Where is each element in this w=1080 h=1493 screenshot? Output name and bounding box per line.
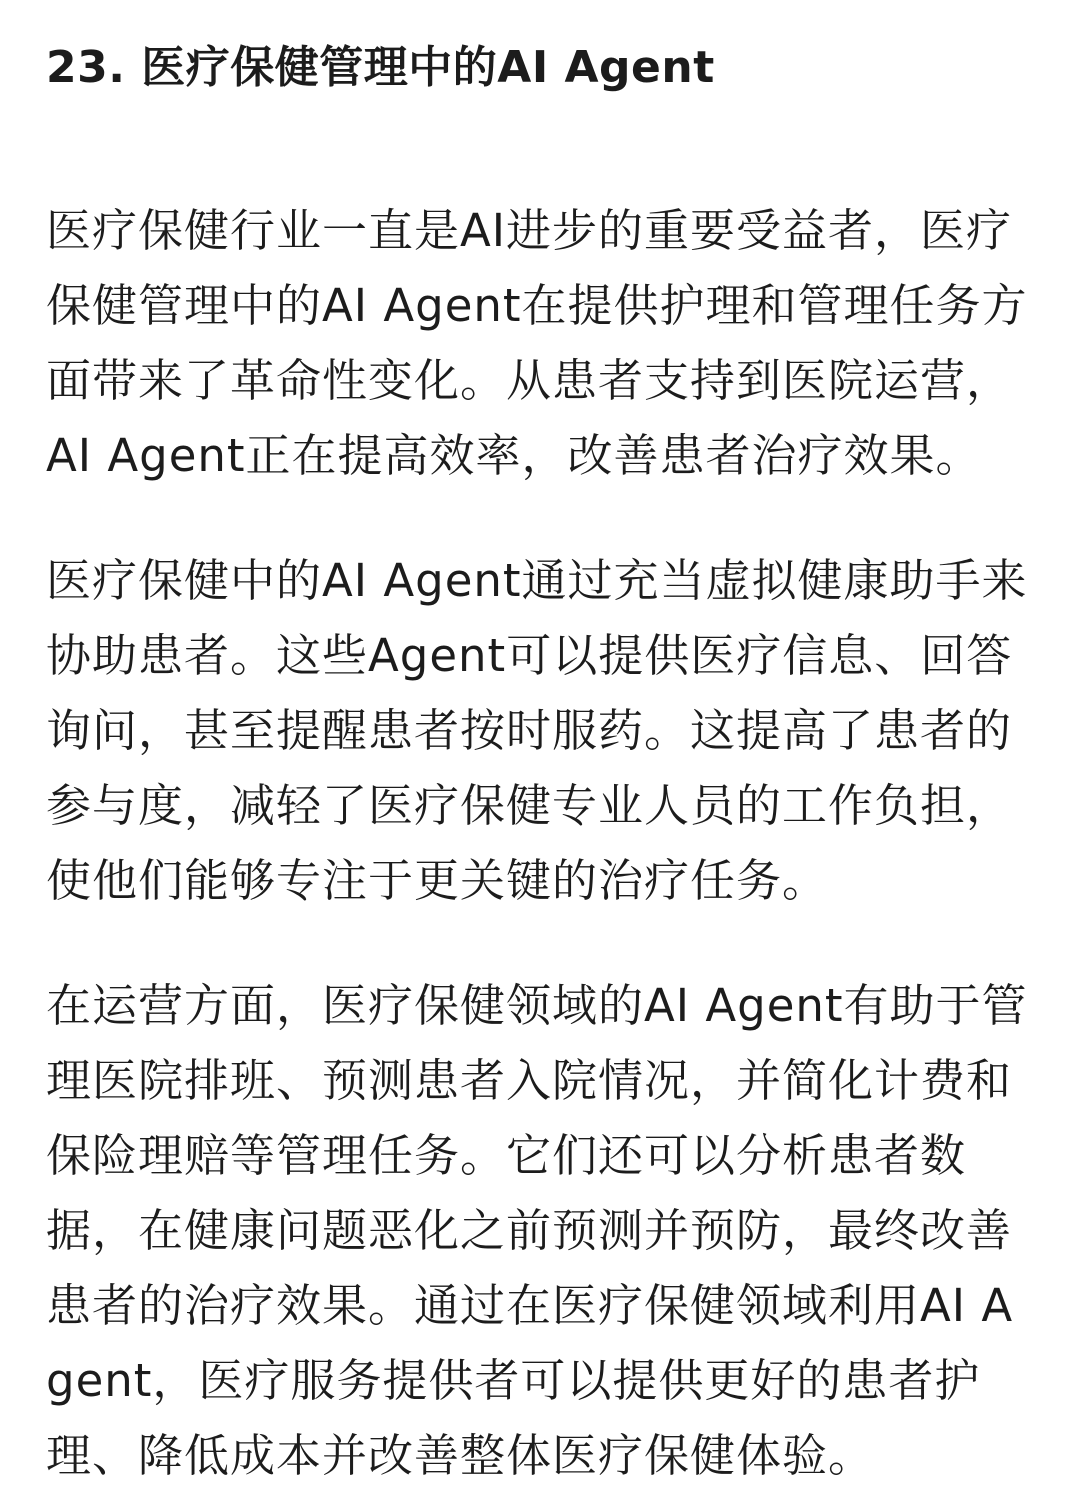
article-paragraph-3: 在运营方面，医疗保健领域的AI Agent有助于管理医院排班、预测患者入院情况，并简化计费和保险理赔等管理任务。它们还可以分析患者数据，在健康问题恶化之前预测并预防，最终改善患者的治疗效果。通过在医疗保健领域利用AI Agent，医疗服务提供者可以提供更好的患者护理、降低成本并改善整体医疗保健体验。 [46,979,1028,1482]
article-title: 23. 医疗保健管理中的AI Agent [46,42,715,93]
article-paragraph-1: 医疗保健行业一直是AI进步的重要受益者，医疗保健管理中的AI Agent在提供护理和管理任务方面带来了革命性变化。从患者支持到医院运营，AI Agent正在提高效率，改善患者治疗效果。 [46,204,1028,482]
article-paragraph-2: 医疗保健中的AI Agent通过充当虚拟健康助手来协助患者。这些Agent可以提供医疗信息、回答询问，甚至提醒患者按时服药。这提高了患者的参与度，减轻了医疗保健专业人员的工作负担，使他们能够专注于更关键的治疗任务。 [46,554,1028,907]
